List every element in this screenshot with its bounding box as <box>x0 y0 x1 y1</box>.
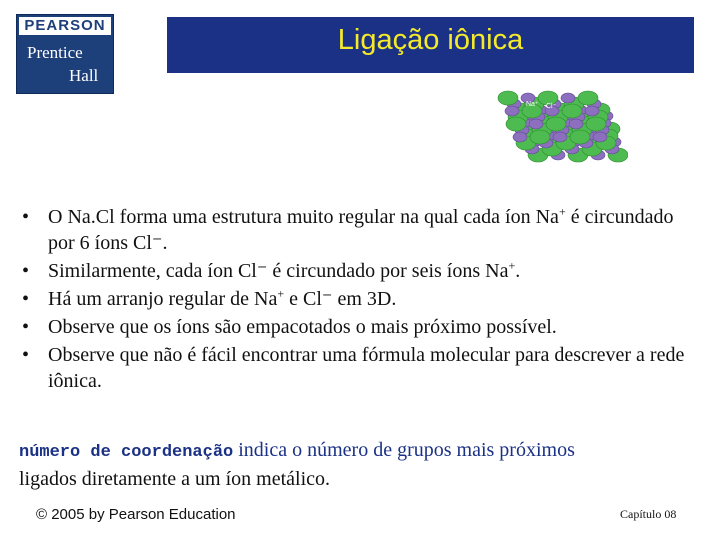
bullet-dot: • <box>22 316 30 338</box>
title-bar <box>167 17 694 73</box>
publisher-logo <box>16 14 114 94</box>
na-ion <box>513 132 527 142</box>
cl-ion <box>578 91 598 105</box>
bullet-dot: • <box>22 260 30 282</box>
coordination-number-definition <box>19 437 689 493</box>
definition-term: número de coordenação <box>19 443 234 462</box>
slide-title: Ligação iônica <box>337 24 524 56</box>
bullet-item: • Similarmente, cada íon Cl⁻ é circundado por seis íons Na+. <box>22 258 521 282</box>
na-ion <box>585 106 599 116</box>
cl-ion <box>586 117 606 131</box>
cl-ion <box>506 117 526 131</box>
cl-ion <box>570 130 590 144</box>
na-ion-label: Na⁺ <box>526 101 539 108</box>
cl-ion <box>530 130 550 144</box>
nacl-crystal-image <box>488 86 628 172</box>
copyright: © 2005 by Pearson Education <box>36 506 236 523</box>
bullet-item: • Observe que não é fácil encontrar uma fórmula molecular para descrever a rede iônica. <box>22 344 685 392</box>
na-ion <box>569 119 583 129</box>
bullet-item: • Observe que os íons são empacotados o mais próximo possível. <box>22 316 557 338</box>
na-ion <box>553 132 567 142</box>
definition-text: indica o número de grupos mais próximos <box>233 439 575 461</box>
bullet-item: • Há um arranjo regular de Na+ e Cl⁻ em 3D. <box>22 286 397 310</box>
chapter-label: Capítulo 08 <box>620 507 677 521</box>
na-ion <box>505 106 519 116</box>
na-ion <box>593 132 607 142</box>
cl-ion <box>498 91 518 105</box>
bullet-list <box>22 204 702 396</box>
logo-brand: PEARSON <box>17 15 113 37</box>
bullet-dot: • <box>22 288 30 310</box>
bullet-item: • O Na.Cl forma uma estrutura muito regular na qual cada íon Na+ é circundado por 6 íons Cl⁻. <box>22 204 674 254</box>
cl-ion <box>546 117 566 131</box>
bullet-dot: • <box>22 206 30 228</box>
logo-line1: Prentice <box>27 43 83 62</box>
na-ion <box>529 119 543 129</box>
cl-ion <box>562 104 582 118</box>
logo-line2: Hall <box>69 66 99 85</box>
na-ion <box>561 93 575 103</box>
definition-text-line2: ligados diretamente a um íon metálico. <box>19 468 331 490</box>
cl-ion-label: Cl⁻ <box>546 103 557 110</box>
bullet-dot: • <box>22 344 30 366</box>
